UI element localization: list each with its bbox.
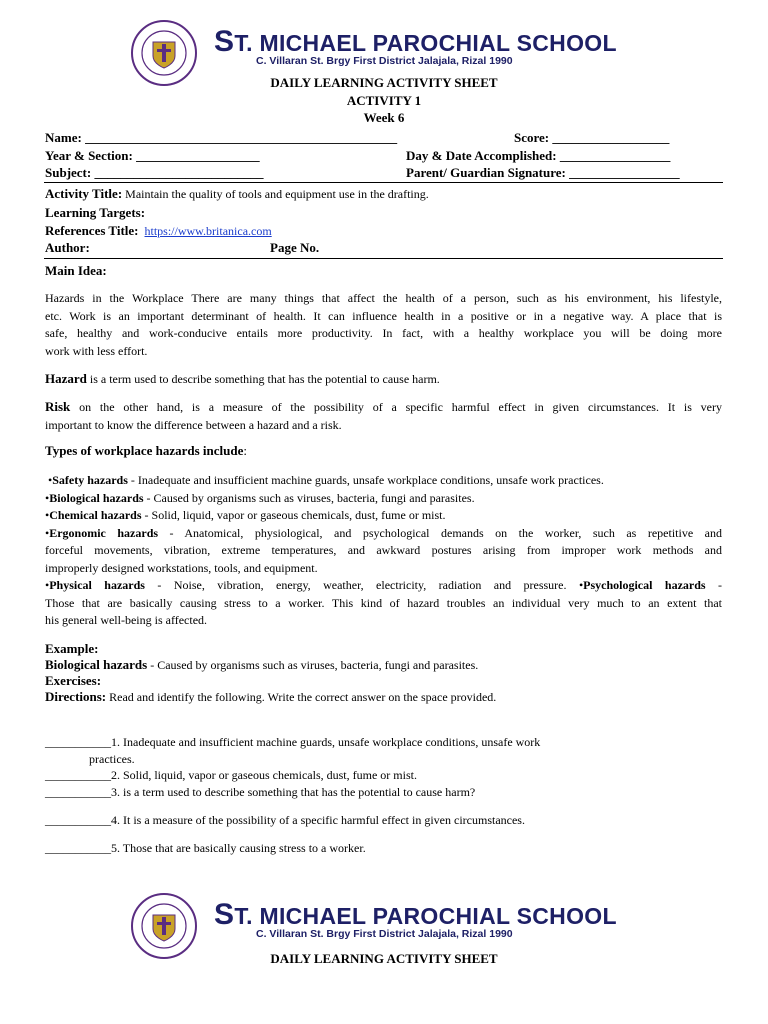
sheet-title: DAILY LEARNING ACTIVITY SHEET (270, 75, 498, 90)
answer-blank[interactable]: ___________ (45, 768, 111, 782)
divider-rule (44, 182, 723, 183)
activity-title: Activity Title: Maintain the quality of tools and equipment use in the drafting. (45, 186, 429, 201)
school-name: ST. MICHAEL PAROCHIAL SCHOOL (214, 25, 617, 58)
parent-signature-field[interactable]: Parent/ Guardian Signature: _________________ (406, 165, 680, 180)
exercise-item-2: ___________2. Solid, liquid, vapor or gaseous chemicals, dust, fume or mist. (45, 768, 417, 782)
year-section-field[interactable]: Year & Section: ___________________ (45, 148, 260, 163)
answer-blank[interactable]: ___________ (45, 735, 111, 749)
types-heading: Types of workplace hazards include: (45, 443, 248, 458)
exercise-item-3: ___________3. is a term used to describe something that has the potential to cause harm? (45, 785, 476, 799)
example-label: Example: (45, 641, 99, 656)
main-idea-label: Main Idea: (45, 263, 107, 278)
school-address: C. Villaran St. Brgy First District Jalajala, Rizal 1990 (256, 55, 513, 67)
risk-definition: Risk on the other hand, is a measure of the possibility of a specific harmful effect in given circumstances. It is very important to know the difference between a hazard and a risk. (45, 399, 722, 432)
bullet-icon: • (45, 490, 50, 505)
bullet-icon: • (45, 508, 50, 522)
exercise-item-1: ___________1. Inadequate and insufficient machine guards, unsafe workplace conditions, unsafe work (45, 735, 541, 749)
score-field[interactable]: Score: __________________ (514, 130, 670, 145)
example-text: Biological hazards - Caused by organisms such as viruses, bacteria, fungi and parasites. (45, 657, 479, 672)
week-number: Week 6 (363, 110, 405, 125)
footer-sheet-title: DAILY LEARNING ACTIVITY SHEET (270, 951, 498, 966)
bullet-icon: • (45, 525, 50, 540)
subject-field[interactable]: Subject: __________________________ (45, 165, 264, 180)
bullet-icon: • (578, 578, 584, 592)
exercise-item-5: ___________5. Those that are basically causing stress to a worker. (45, 841, 366, 855)
learning-targets-label: Learning Targets: (45, 205, 146, 220)
directions: Directions: Read and identify the following. Write the correct answer on the space provided. (45, 689, 497, 704)
exercise-item-4: ___________4. It is a measure of the possibility of a specific harmful effect in given circumstances. (45, 813, 525, 827)
intro-paragraph: Hazards in the Workplace There are many things that affect the health of a person, such as his environment, his lifestyle, etc. Work is an important determinant of health. It can influence health in a positive or in a negative way. A place that is safe, healthy and work-conducive entails more productivity. In fact, with a healthy workplace you will be doing more work with less effort. (45, 291, 722, 358)
reference-link[interactable]: https://www.britanica.com (144, 224, 272, 238)
name-field[interactable]: Name: ________________________________________________ (45, 130, 398, 145)
bullet-icon: • (48, 473, 53, 487)
page-number-label: Page No. (270, 240, 320, 255)
exercise-item-1-cont: practices. (89, 752, 135, 766)
school-seal-icon (131, 893, 197, 959)
answer-blank[interactable]: ___________ (45, 841, 111, 855)
date-accomplished-field[interactable]: Day & Date Accomplished: _________________ (406, 148, 671, 163)
hazard-types-list: •Safety hazards - Inadequate and insufficient machine guards, unsafe workplace conditions, unsafe work practices. •Biological hazards - Caused by organisms such as viruses, bacteria, fungi and parasites. •Chemical hazards - Solid, liquid, vapor or gaseous chemicals, dust, fume or mist. •Ergonomic hazards - Anatomical, physiological, and psychological demands on the worker, such as repetitive and forceful movements, vibration, extreme temperatures, and awkward postures arising from improper work methods and improperly designed workstations, tools, and equipment. •Physical hazards - Noise, vibration, energy, weather, electricity, radiation and pressure. •Psychological hazards - Those that are basically causing stress to a worker. This kind of hazard troubles an individual very much to an extent that his general well-being is affected. (45, 473, 723, 627)
answer-blank[interactable]: ___________ (45, 785, 111, 799)
references: References Title: https://www.britanica.com (45, 223, 272, 238)
exercises-label: Exercises: (45, 673, 102, 688)
hazard-definition: Hazard is a term used to describe something that has the potential to cause harm. (45, 371, 440, 386)
footer-school-name: ST. MICHAEL PAROCHIAL SCHOOL (214, 898, 617, 931)
author-label: Author: (45, 240, 90, 255)
activity-number: ACTIVITY 1 (346, 93, 422, 108)
divider-rule-2 (44, 258, 723, 259)
footer-school-address: C. Villaran St. Brgy First District Jalajala, Rizal 1990 (256, 928, 513, 940)
bullet-icon: • (45, 578, 50, 592)
answer-blank[interactable]: ___________ (45, 813, 111, 827)
